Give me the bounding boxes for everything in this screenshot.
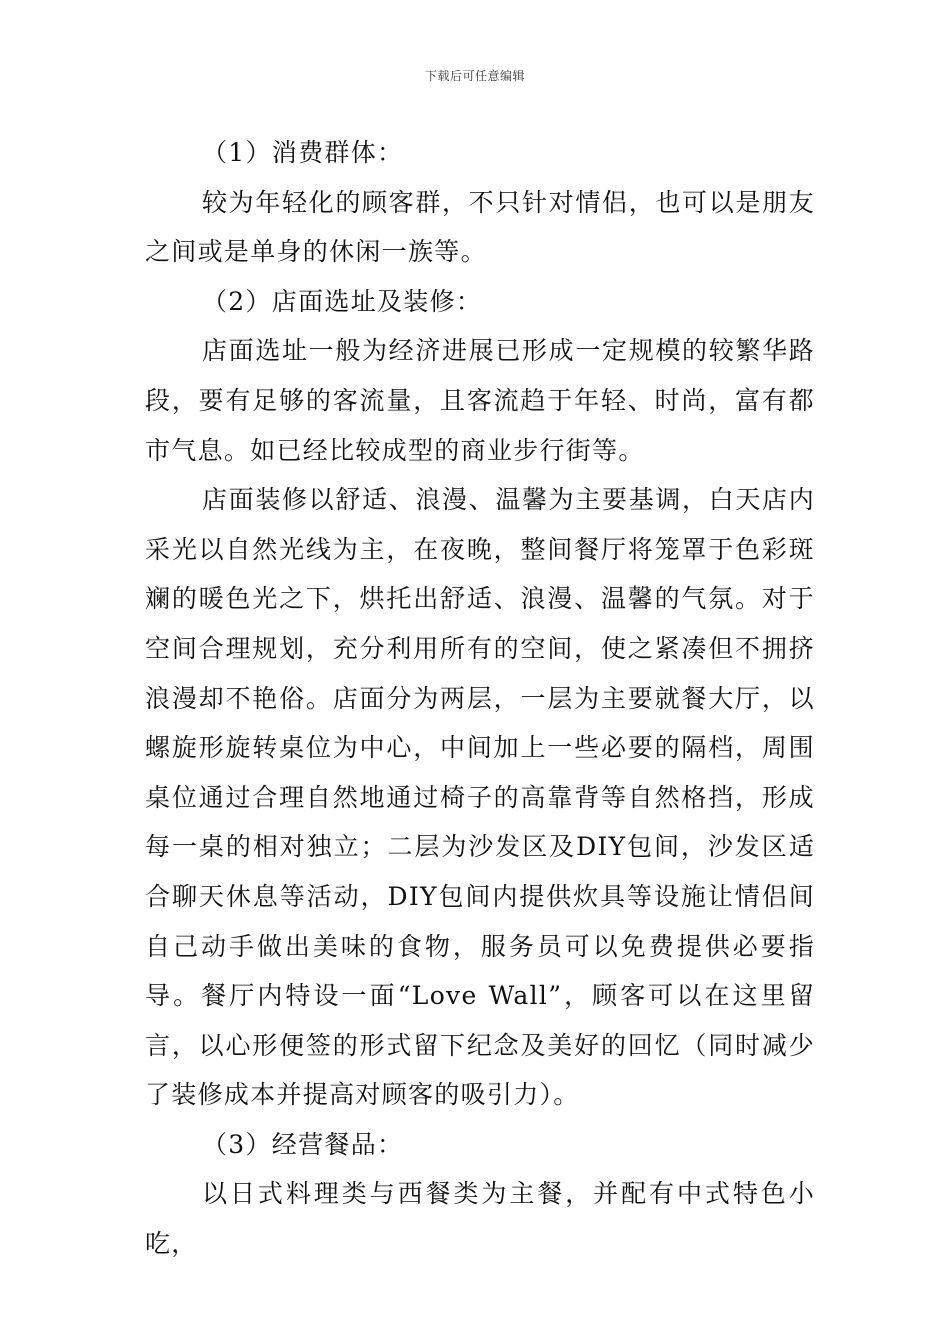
- paragraph-decoration: 店面装修以舒适、浪漫、温馨为主要基调，白天店内采光以自然光线为主，在夜晚，整间餐厅将笼罩于色彩斑斓的暖色光之下，烘托出舒适、浪漫、温馨的气氛。对于空间合理规划，充分利用所有的空间，使之紧凑但不拥挤浪漫却不艳俗。店面分为两层，一层为主要就餐大厅，以螺旋形旋转桌位为中心，中间加上一些必要的隔档，周围桌位通过合理自然地通过椅子的高靠背等自然格挡，形成每一桌的相对独立；二层为沙发区及DIY包间，沙发区适合聊天休息等活动，DIY包间内提供炊具等设施让情侣间自己动手做出美味的食物，服务员可以免费提供必要指导。餐厅内特设一面“Love Wall”，顾客可以在这里留言，以心形便签的形式留下纪念及美好的回忆（同时减少了装修成本并提高对顾客的吸引力）。: [145, 485, 815, 1110]
- section-heading-consumers: （1）消费群体：: [202, 138, 404, 167]
- paragraph-consumers: 较为年轻化的顾客群，不只针对情侣，也可以是朋友之间或是单身的休闲一族等。: [145, 187, 815, 267]
- page-header-note: 下载后可任意编辑: [424, 69, 525, 83]
- section-heading-location: （2）店面选址及装修：: [202, 286, 483, 316]
- paragraph-menu: 以日式料理类与西餐类为主餐，并配有中式特色小吃，: [145, 1179, 815, 1259]
- document-body: [145, 128, 815, 1269]
- paragraph-location: 店面选址一般为经济进展已形成一定规模的较繁华路段，要有足够的客流量，且客流趋于年轻、时尚，富有都市气息。如已经比较成型的商业步行街等。: [145, 336, 815, 465]
- section-heading-menu: （3）经营餐品：: [202, 1129, 404, 1159]
